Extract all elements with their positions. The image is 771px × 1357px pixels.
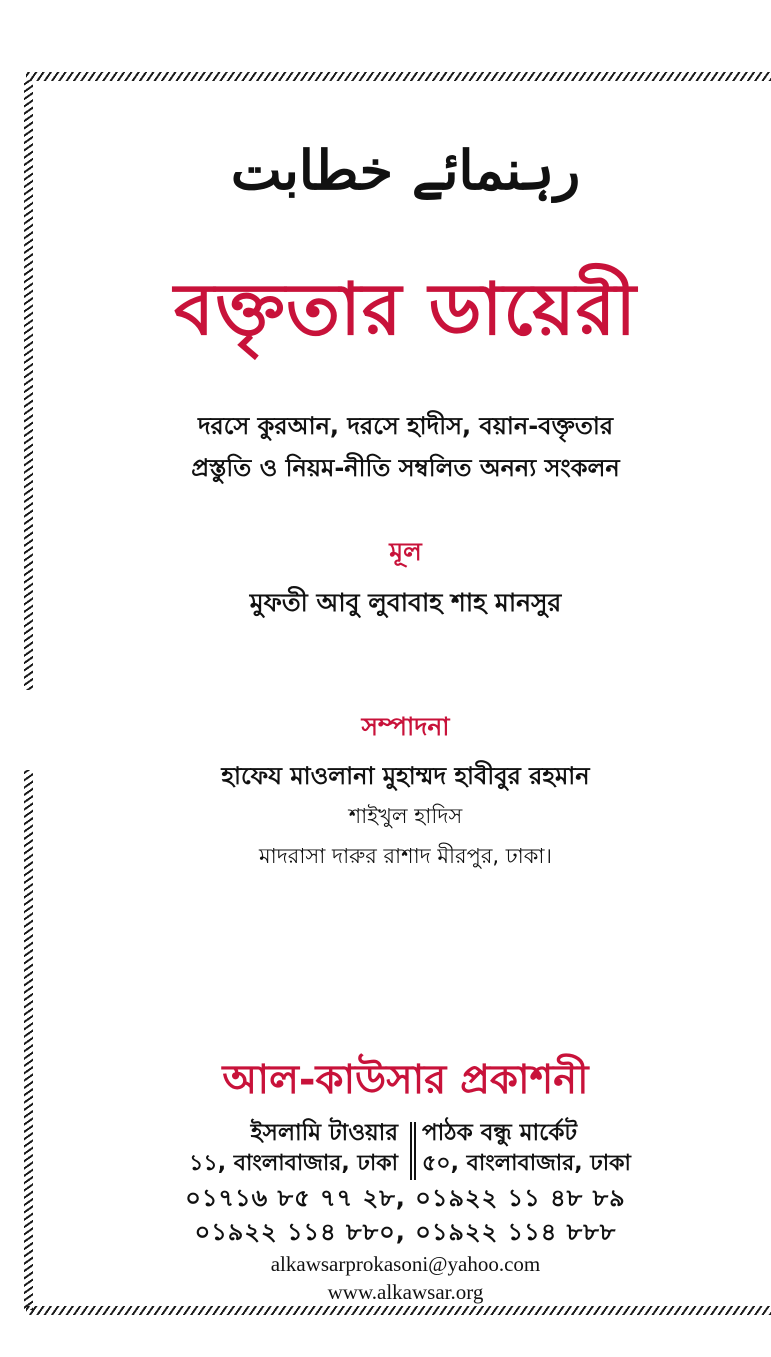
subtitle-line-2: প্রস্তুতি ও নিয়ম-নীতি সম্বলিত অনন্য সংকলন <box>191 454 620 482</box>
decorative-border-bottom <box>26 1306 771 1315</box>
address-divider <box>410 1122 416 1180</box>
address-left-line1: ইসলামি টাওয়ার <box>250 1120 398 1146</box>
editor-name: হাফেয মাওলানা মুহাম্মদ হাবীবুর রহমান <box>221 762 590 790</box>
address-right-line2: ৫০, বাংলাবাজার, ঢাকা <box>422 1151 631 1176</box>
editor-role: শাইখুল হাদিস <box>348 804 463 828</box>
publisher-name: আল-কাউসার প্রকাশনী <box>222 1057 589 1103</box>
address-right <box>422 1118 690 1180</box>
publisher-addresses <box>130 1118 690 1182</box>
original-label: মূল <box>389 537 422 566</box>
decorative-border-top <box>26 72 771 81</box>
book-title: বক্তৃতার ডায়েরী <box>173 267 637 351</box>
address-right-line1: পাঠক বন্ধু মার্কেট <box>422 1120 578 1146</box>
decorative-border-gap <box>24 690 33 770</box>
publisher-email: alkawsarprokasoni@yahoo.com <box>270 1252 541 1276</box>
urdu-title: رہنمائے خطابت <box>230 138 581 202</box>
phone-numbers-line-2: ০১৯২২ ১১৪ ৮৮০, ০১৯২২ ১১৪ ৮৮৮ <box>194 1218 617 1246</box>
editing-label: সম্পাদনা <box>361 712 450 741</box>
address-left <box>130 1118 398 1180</box>
subtitle-line-1: দরসে কুরআন, দরসে হাদীস, বয়ান-বক্তৃতার <box>197 412 614 440</box>
address-left-line2: ১১, বাংলাবাজার, ঢাকা <box>189 1151 398 1176</box>
editor-madrasa: মাদরাসা দারুর রাশাদ মীরপুর, ঢাকা। <box>258 844 553 868</box>
author-name: মুফতী আবু লুবাবাহ শাহ মানসুর <box>249 588 562 617</box>
publisher-website: www.alkawsar.org <box>327 1280 484 1304</box>
phone-numbers-line-1: ০১৭১৬ ৮৫ ৭৭ ২৮, ০১৯২২ ১১ ৪৮ ৮৯ <box>185 1184 626 1212</box>
